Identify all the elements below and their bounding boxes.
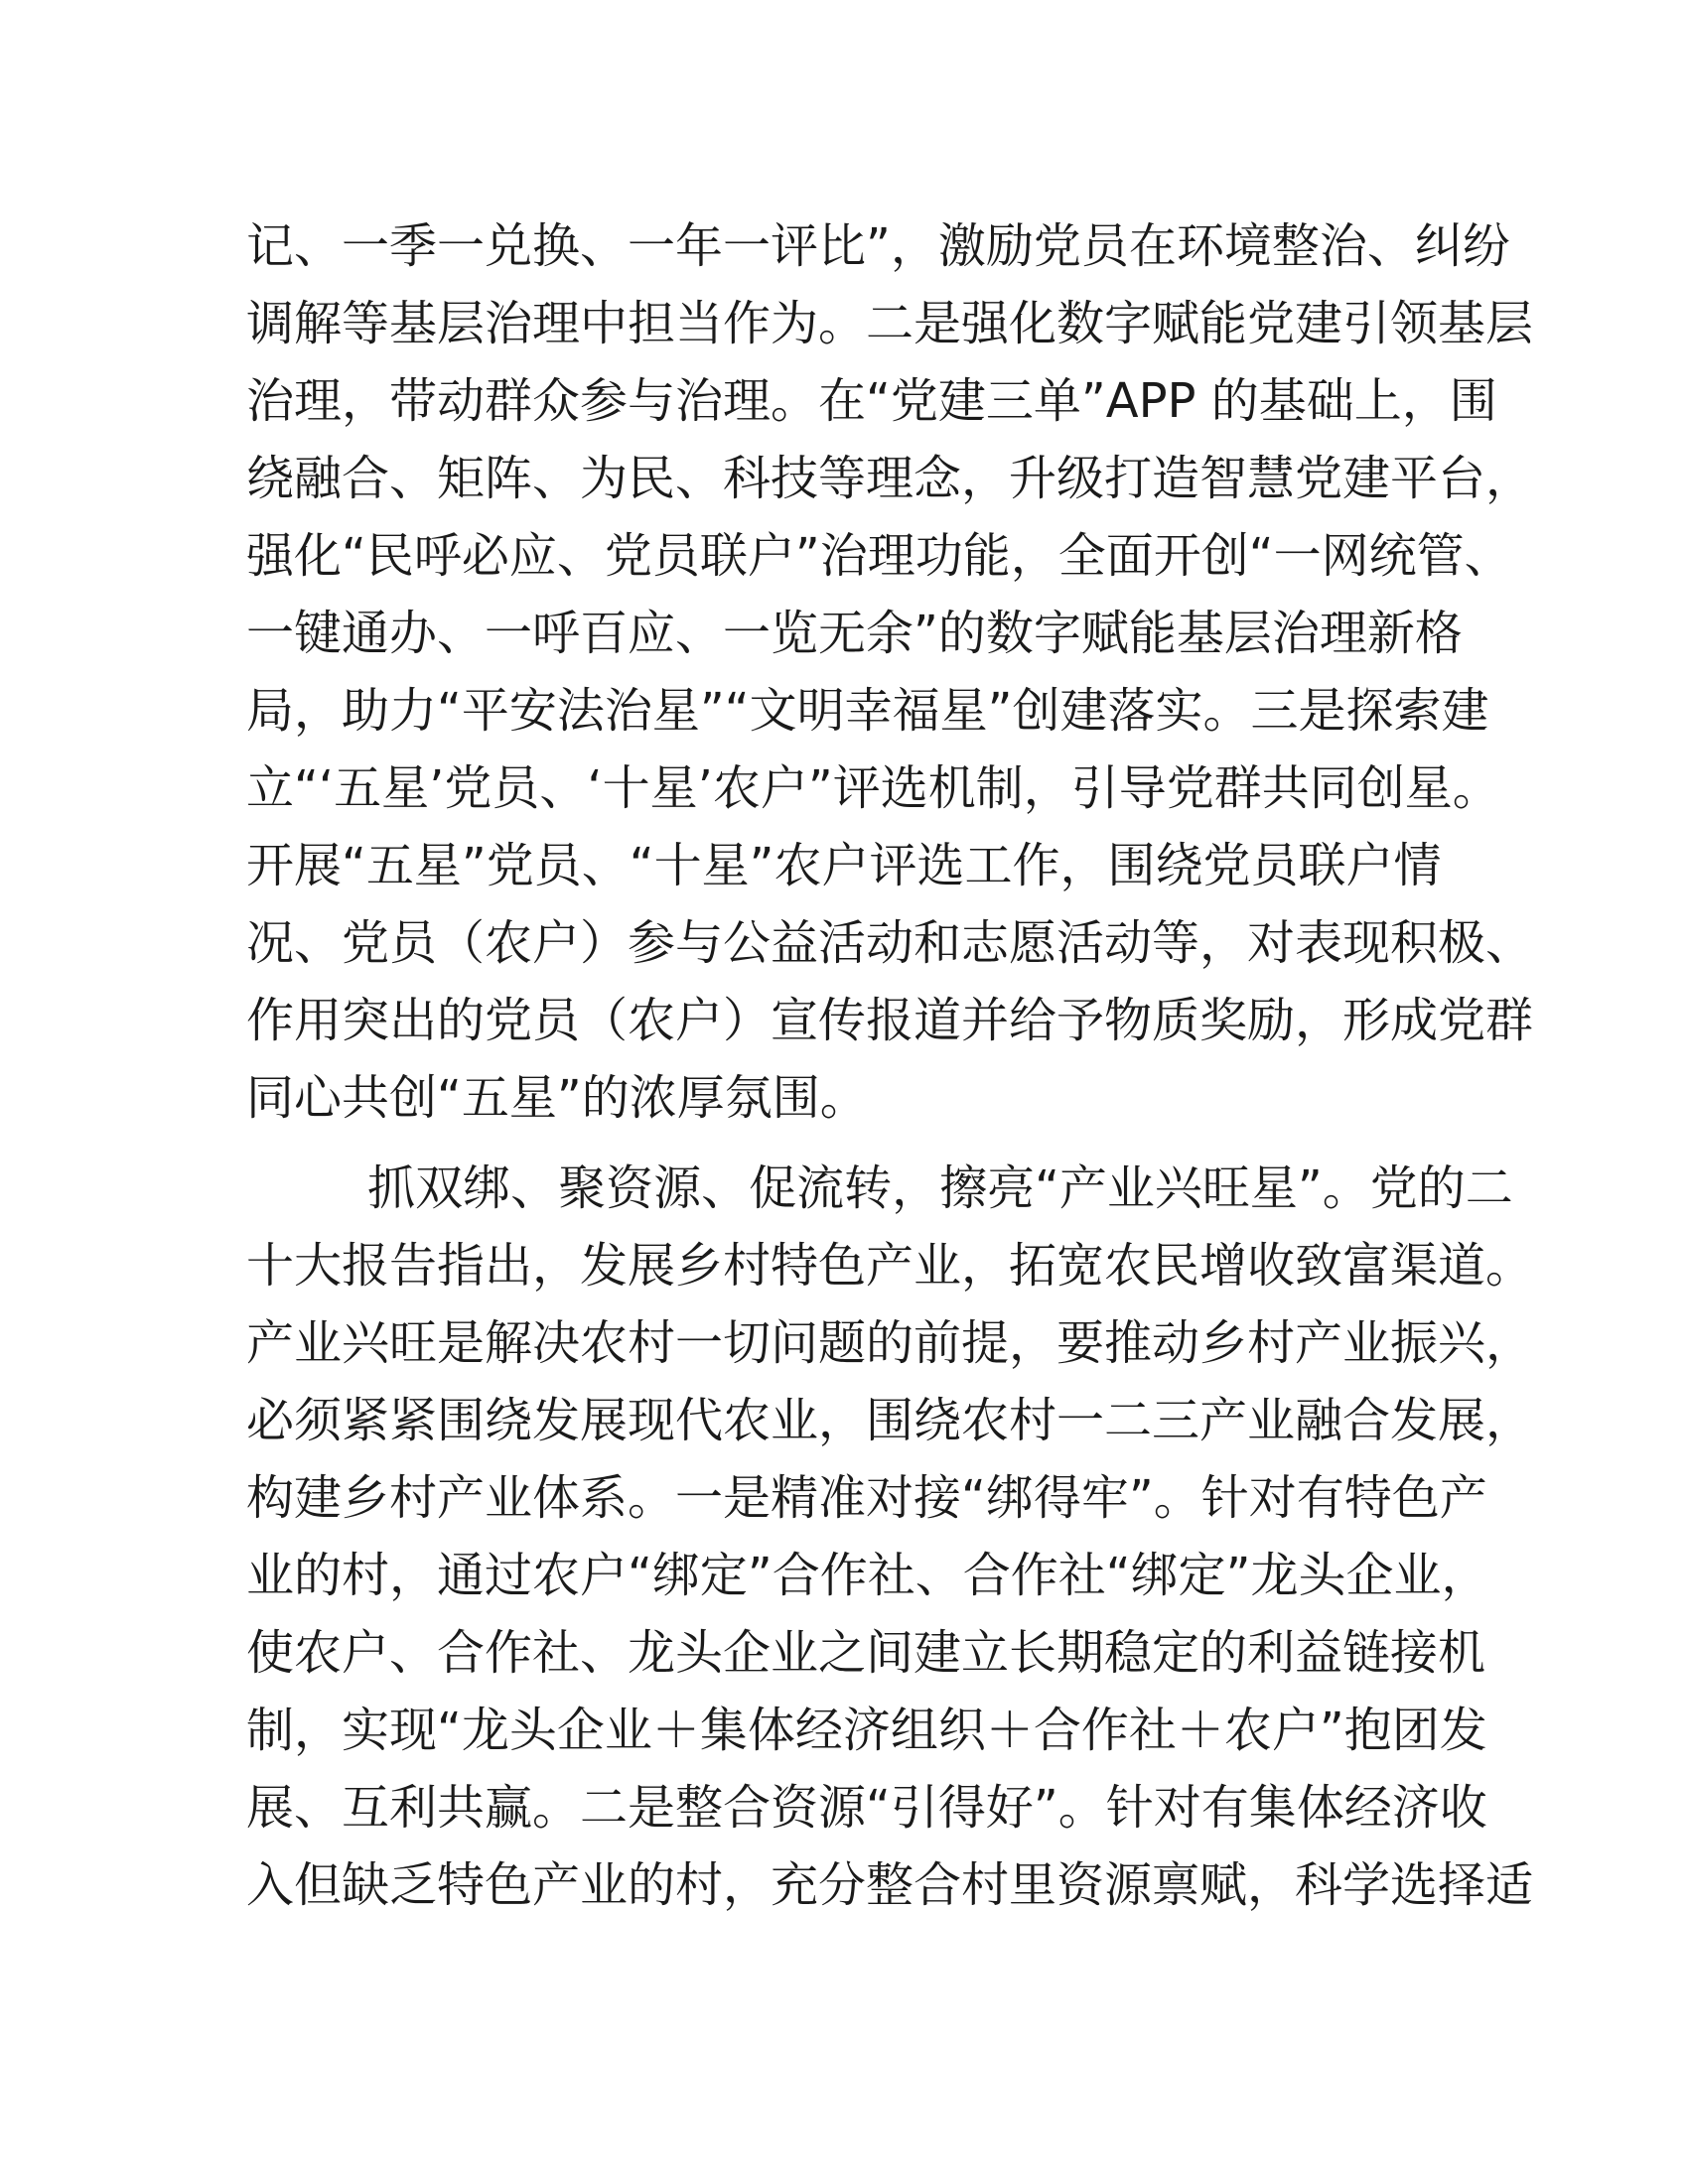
text-line: 绕融合、矩阵、为民、科技等理念，升级打造智慧党建平台，: [246, 451, 1534, 506]
text-line: 展、互利共赢。二是整合资源“引得好”。针对有集体经济收: [246, 1780, 1487, 1836]
text-line: 强化“民呼必应、党员联户”治理功能，全面开创“一网统管、: [246, 528, 1512, 584]
text-line: 同心共创“五星”的浓厚氛围。: [246, 1070, 868, 1126]
text-line: 立“‘五星’党员、‘十星’农户”评选机制，引导党群共同创星。: [246, 760, 1500, 816]
paragraph-1: [246, 207, 1534, 1137]
text-line: 作用突出的党员（农户）宣传报道并给予物质奖励，形成党群: [246, 993, 1534, 1048]
text-line: 调解等基层治理中担当作为。二是强化数字赋能党建引领基层: [246, 296, 1534, 351]
text-line: 记、一季一兑换、一年一评比”，激励党员在环境整治、纠纷: [246, 218, 1510, 274]
text-line: 治理，带动群众参与治理。在“党建三单”APP 的基础上，围: [246, 373, 1497, 429]
text-line: 十大报告指出，发展乡村特色产业，拓宽农民增收致富渠道。: [246, 1238, 1534, 1294]
text-line: 使农户、合作社、龙头企业之间建立长期稳定的利益链接机: [246, 1625, 1486, 1681]
text-line: 产业兴旺是解决农村一切问题的前提，要推动乡村产业振兴，: [246, 1315, 1534, 1371]
text-line: 入但缺乏特色产业的村，充分整合村里资源禀赋，科学选择适: [246, 1857, 1534, 1913]
text-line: 局，助力“平安法治星”“文明幸福星”创建落实。三是探索建: [246, 683, 1489, 739]
text-line: 必须紧紧围绕发展现代农业，围绕农村一二三产业融合发展，: [246, 1393, 1534, 1448]
text-line: 业的村，通过农户“绑定”合作社、合作社“绑定”龙头企业，: [246, 1548, 1489, 1603]
text-line: 制，实现“龙头企业＋集体经济组织＋合作社＋农户”抱团发: [246, 1703, 1487, 1758]
text-line: 构建乡村产业体系。一是精准对接“绑得牢”。针对有特色产: [246, 1470, 1487, 1526]
text-line: 抓双绑、聚资源、促流转，擦亮“产业兴旺星”。党的二: [246, 1160, 1513, 1216]
text-line: 开展“五星”党员、“十星”农户评选工作，围绕党员联户情: [246, 838, 1442, 893]
paragraph-2: [246, 1150, 1534, 1924]
text-line: 一键通办、一呼百应、一览无余”的数字赋能基层治理新格: [246, 606, 1463, 661]
text-line: 况、党员（农户）参与公益活动和志愿活动等，对表现积极、: [246, 915, 1534, 971]
